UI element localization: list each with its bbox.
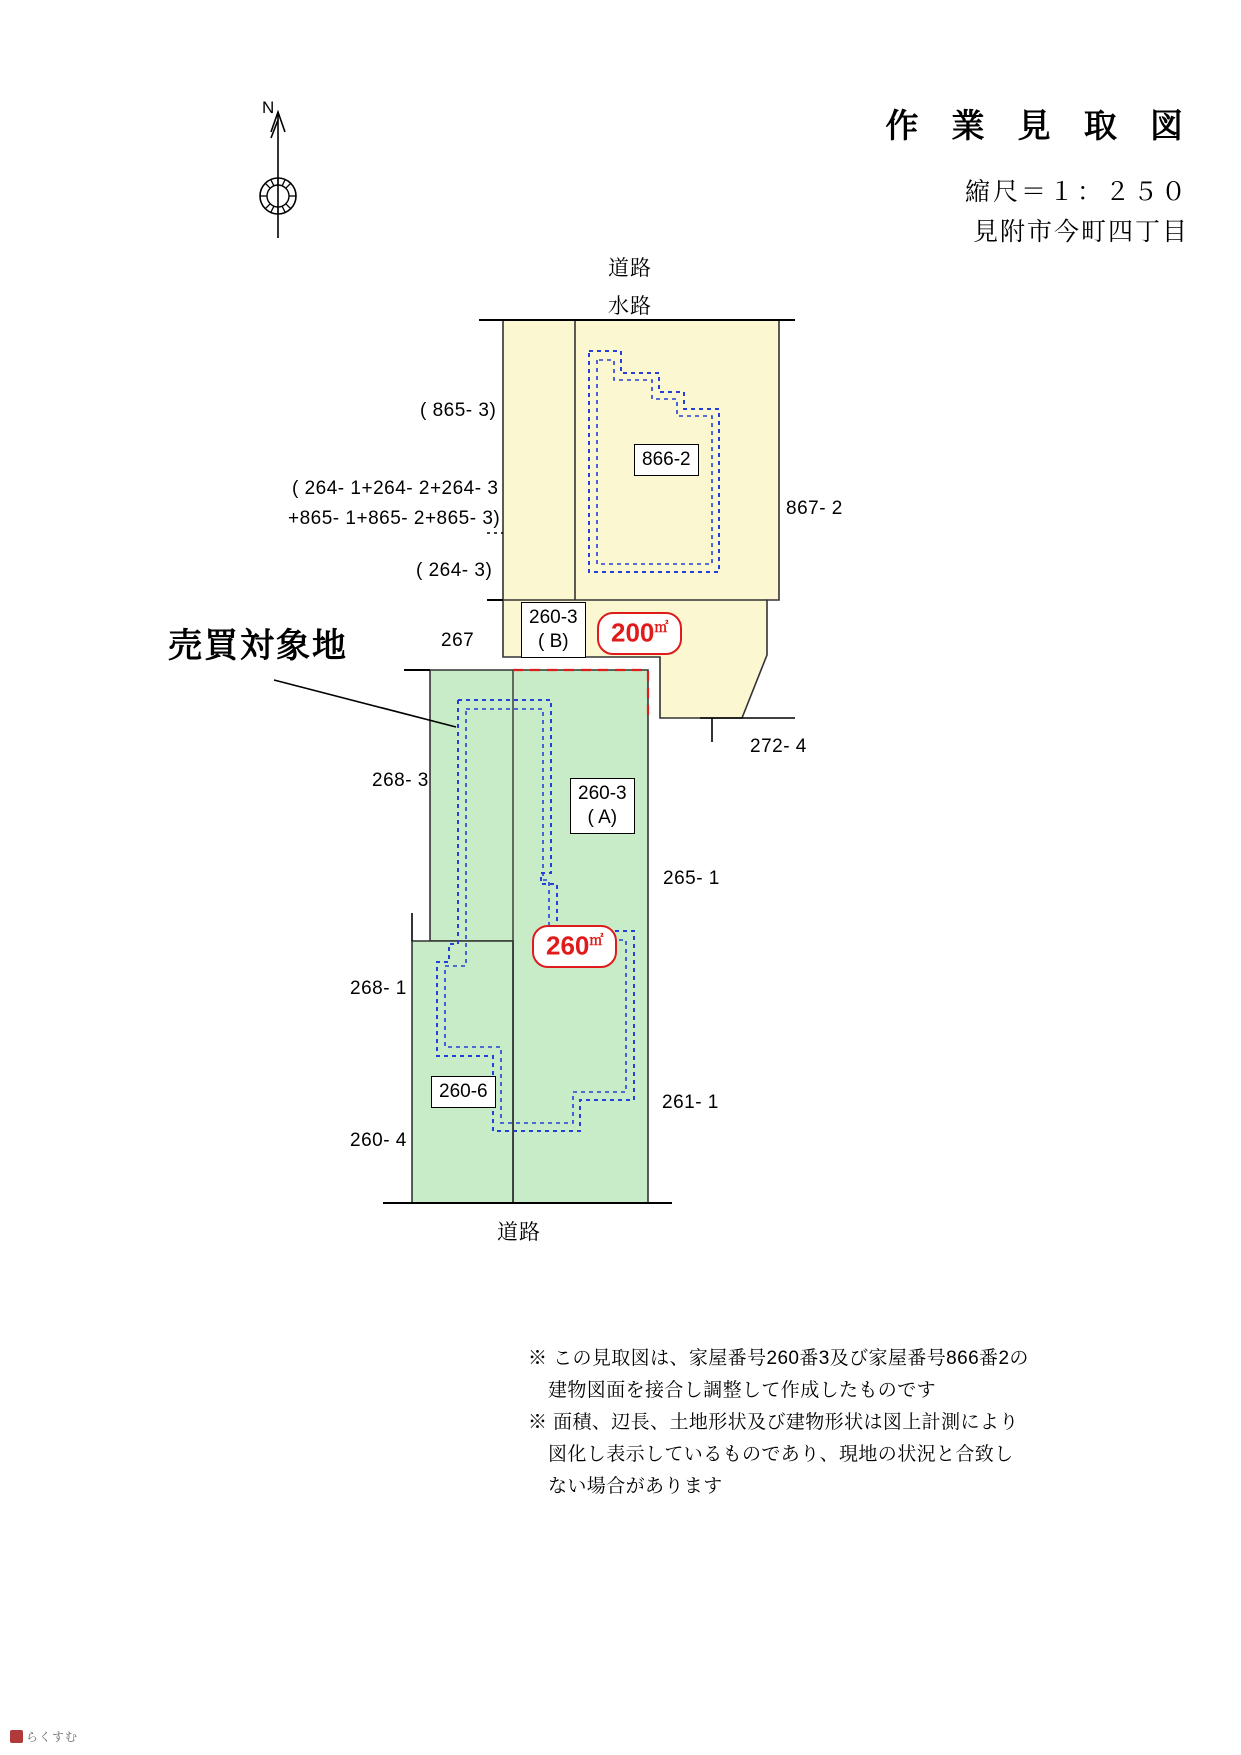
ref-268-1: 268- 1 <box>350 978 407 999</box>
footnote-line-2: 建物図面を接合し調整して作成したものです <box>548 1379 937 1401</box>
ref-268-3: 268- 3 <box>372 770 429 791</box>
lot-260-3-a-sub: ( A) <box>587 806 618 828</box>
lot-866-2 <box>634 444 699 476</box>
ref-264-combo-2: +865- 1+865- 2+865- 3) <box>288 508 501 529</box>
watermark-logo-icon <box>10 1730 23 1743</box>
parcel-260-6-shape <box>412 941 513 1203</box>
lot-260-6-label: 260-6 <box>439 1081 488 1102</box>
watermark <box>10 1728 78 1745</box>
lot-260-3-b-sub: ( B) <box>538 630 569 652</box>
area-260-value: 260 <box>546 930 590 961</box>
ref-261-1: 261- 1 <box>662 1092 719 1113</box>
footnote-line-1: ※ この見取図は、家屋番号260番3及び家屋番号866番2の <box>528 1348 1029 1369</box>
scale-text: 縮尺＝１：２５０ <box>964 178 1189 206</box>
ref-265-1: 265- 1 <box>663 868 720 889</box>
address-text: 見附市今町四丁目 <box>972 218 1189 246</box>
lot-260-3-a <box>570 778 635 834</box>
ref-867-2: 867- 2 <box>786 498 843 519</box>
north-label: N <box>262 98 275 117</box>
ref-264-combo-1: ( 264- 1+264- 2+264- 3 <box>292 478 499 499</box>
page-title: 作 業 見 取 図 <box>885 107 1195 144</box>
leader-target-label <box>274 680 456 727</box>
ref-267: 267 <box>441 630 475 651</box>
area-badge-200 <box>597 612 682 655</box>
area-260-unit: ㎡ <box>589 932 604 948</box>
footnote-line-5: ない場合があります <box>548 1475 723 1497</box>
target-parcel-label: 売買対象地 <box>168 627 348 665</box>
ref-264-3: ( 264- 3) <box>416 560 493 581</box>
area-200-unit: ㎡ <box>654 619 669 635</box>
label-road-top: 道路 <box>608 257 652 280</box>
label-waterway-top: 水路 <box>608 295 652 318</box>
footnotes <box>528 1343 1029 1503</box>
footnote-line-4: 図化し表示しているものであり、現地の状況と合致し <box>548 1443 1014 1465</box>
lot-260-3-a-label: 260-3 <box>578 783 627 804</box>
footnote-line-3: ※ 面積、辺長、土地形状及び建物形状は図上計測により <box>528 1411 1019 1433</box>
ref-865-3: ( 865- 3) <box>420 400 497 421</box>
label-road-bottom: 道路 <box>497 1221 541 1244</box>
lot-260-3-b-label: 260-3 <box>529 607 578 628</box>
lot-260-3-b <box>521 602 586 658</box>
area-200-value: 200 <box>611 617 655 648</box>
watermark-text: らくすむ <box>26 1730 79 1744</box>
ref-260-4: 260- 4 <box>350 1130 407 1151</box>
ref-272-4: 272- 4 <box>750 736 807 757</box>
parcel-866-2-shape <box>503 320 779 718</box>
lot-866-2-label: 866-2 <box>642 449 691 470</box>
lot-260-6 <box>431 1076 496 1108</box>
area-badge-260 <box>532 925 617 968</box>
